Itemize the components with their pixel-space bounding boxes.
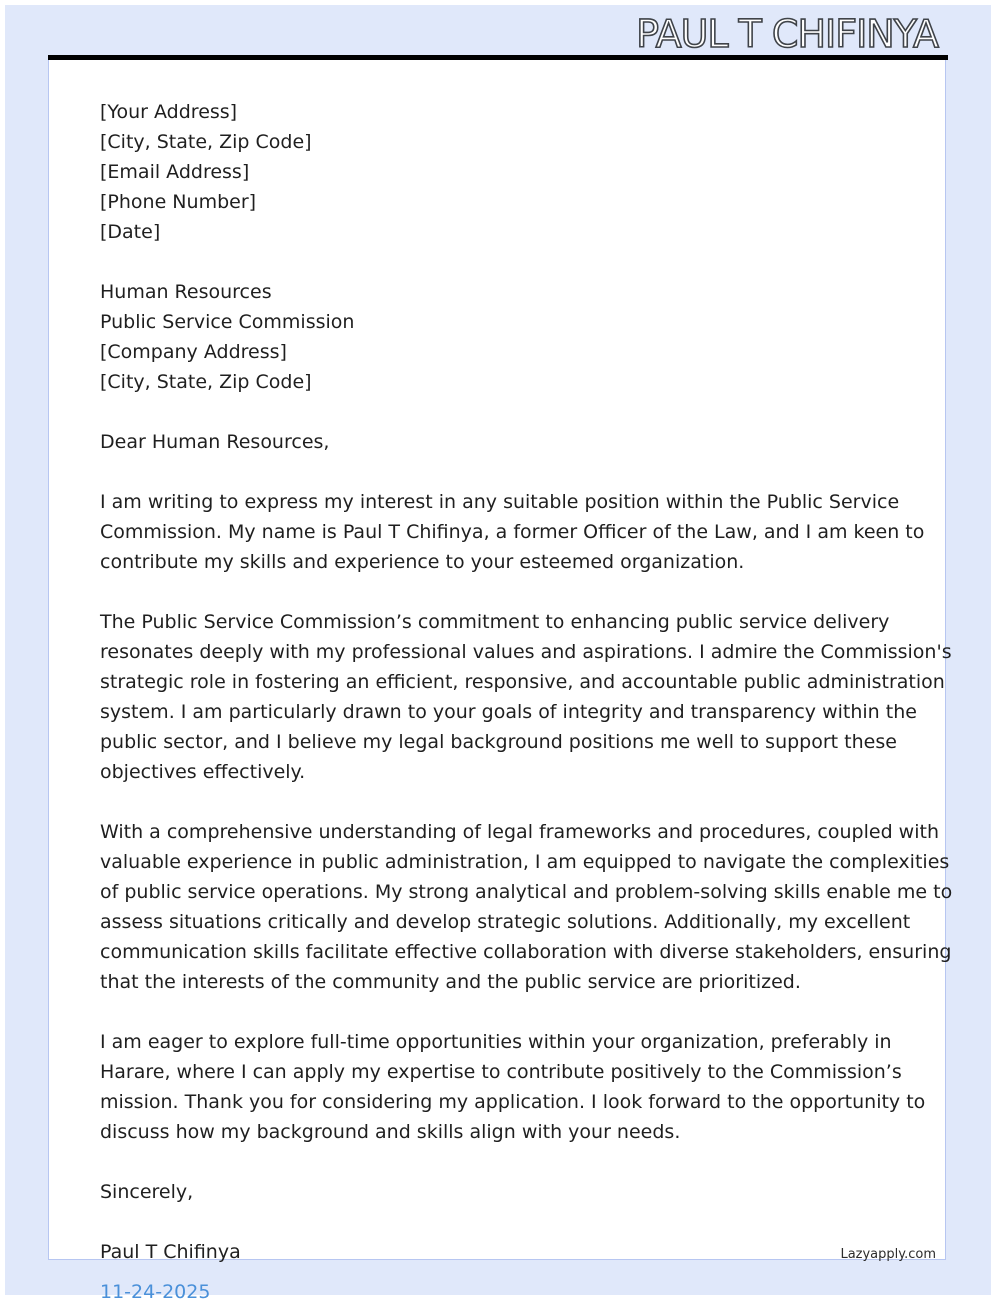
sender-block — [100, 97, 900, 247]
body-paragraph-3 — [100, 817, 953, 997]
paragraph-line: mission. Thank you for considering my application. I look forward to the opportunity to — [100, 1091, 926, 1113]
salutation-block — [100, 427, 900, 457]
paragraph-line: objectives effectively. — [100, 761, 306, 783]
paragraph-line: valuable experience in public administration, I am equipped to navigate the complexities — [100, 851, 950, 873]
brand-watermark: Lazyapply.com — [840, 1247, 936, 1262]
body-paragraph-2 — [100, 607, 952, 787]
recipient-city-state-zip: [City, State, Zip Code] — [100, 371, 312, 393]
salutation: Dear Human Resources, — [100, 431, 330, 453]
sender-address: [Your Address] — [100, 101, 238, 123]
body-paragraph-4 — [100, 1027, 926, 1147]
recipient-organization: Public Service Commission — [100, 311, 355, 333]
paragraph-line: communication skills facilitate effective collaboration with diverse stakeholders, ensuring — [100, 941, 952, 963]
signed-date: 11-24-2025 — [100, 1281, 211, 1303]
signature-name: Paul T Chifinya — [100, 1241, 241, 1263]
paragraph-line: I am eager to explore full-time opportunities within your organization, preferably in — [100, 1031, 892, 1053]
header-name: PAUL T CHIFINYA — [636, 12, 938, 56]
letter-body — [100, 97, 953, 1307]
recipient-address: [Company Address] — [100, 341, 287, 363]
recipient-block — [100, 277, 900, 397]
paragraph-line: strategic role in fostering an efficient, responsive, and accountable public administration — [100, 671, 945, 693]
paragraph-line: Commission. My name is Paul T Chifinya, a former Officer of the Law, and I am keen to — [100, 521, 925, 543]
paragraph-line: resonates deeply with my professional values and aspirations. I admire the Commission's — [100, 641, 952, 663]
sender-phone: [Phone Number] — [100, 191, 257, 213]
recipient-department: Human Resources — [100, 281, 272, 303]
closing: Sincerely, — [100, 1181, 194, 1203]
paragraph-line: public sector, and I believe my legal background positions me well to support these — [100, 731, 897, 753]
body-paragraph-1 — [100, 487, 925, 577]
paragraph-line: that the interests of the community and the public service are prioritized. — [100, 971, 801, 993]
sender-date: [Date] — [100, 221, 161, 243]
paragraph-line: discuss how my background and skills align with your needs. — [100, 1121, 681, 1143]
paragraph-line: I am writing to express my interest in any suitable position within the Public Service — [100, 491, 900, 513]
paragraph-line: of public service operations. My strong analytical and problem-solving skills enable me to — [100, 881, 953, 903]
paragraph-line: system. I am particularly drawn to your goals of integrity and transparency within the — [100, 701, 917, 723]
signature-block — [100, 1237, 900, 1307]
paragraph-line: With a comprehensive understanding of legal frameworks and procedures, coupled with — [100, 821, 939, 843]
paragraph-line: contribute my skills and experience to your esteemed organization. — [100, 551, 745, 573]
sender-city-state-zip: [City, State, Zip Code] — [100, 131, 312, 153]
paragraph-line: Harare, where I can apply my expertise to contribute positively to the Commission’s — [100, 1061, 902, 1083]
paragraph-line: assess situations critically and develop strategic solutions. Additionally, my excellent — [100, 911, 911, 933]
closing-block — [100, 1177, 900, 1207]
sender-email: [Email Address] — [100, 161, 250, 183]
paragraph-line: The Public Service Commission’s commitment to enhancing public service delivery — [100, 611, 890, 633]
